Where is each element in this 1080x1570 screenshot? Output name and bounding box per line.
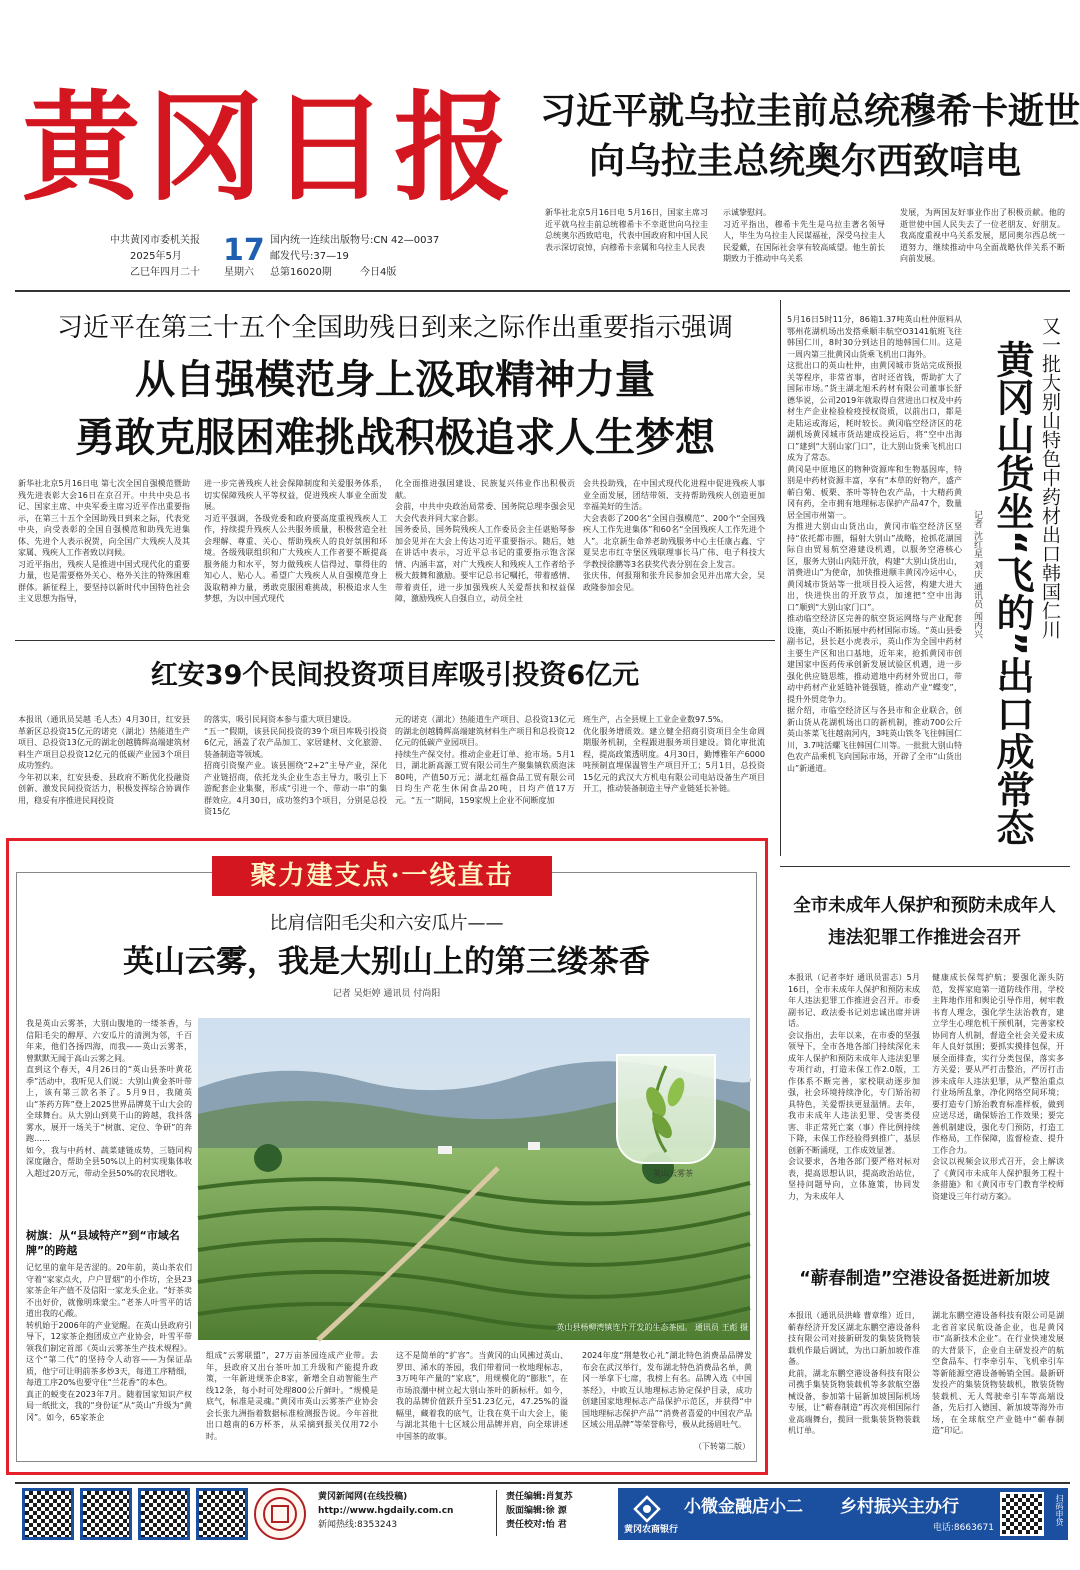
minors-col1: 本报讯（记者李好 通讯员雷志）5月16日，全市未成年人保护和预防未成年人违法犯罪工作推进会召开。市委副书记、政法委书记刘忠诚出席并讲话。 会议指出，去年以来，在市委的坚强领导下，全市各地各部门持续深化未成年人保护和预防未成年人违法犯罪专项行动，打造未保工作2.0版，工作体系不断完善，家校联动逐步加强，社会环境持续净化，专门矫治初具特色，关爱帮扶更显温情。去年，我市未成年人违法犯罪、受害类侵害、非正常死亡案（事）件比例持续下降，未保工作经验得到推广，基层创新不断涌现，工作成效显著。 会议要求，各地各部门要严格对标对表，提高思想认识，提高政治站位，坚持问题导向，立体施策，协同发力，为未成年人 [788, 973, 920, 1201]
divider-lead [15, 640, 775, 641]
divider-right-column [780, 300, 781, 856]
masthead-logo: 黄冈日报 [22, 78, 519, 217]
lead-kicker: 习近平在第三十五个全国助残日到来之际作出重要指示强调 [56, 313, 733, 343]
scan-text: 扫码申贷 [1055, 1494, 1064, 1526]
qr-code-3[interactable] [138, 1488, 190, 1540]
lead-story-col2: 进一步完善残疾人社会保障制度和关爱服务体系，切实保障残疾人平等权益，促进残疾人事业全面发展。 习近平强调，各级党委和政府要高度重视残疾人工作，持续提升残疾人公共服务质量，积极营造全社会理解、尊重、关心、帮助残疾人的良好氛围和环境。各级残联组织和广大残疾人工作者要不断提高服务能力和水平，努力做残疾人信得过、靠得住的知心人、贴心人。希望广大残疾人从自强模范身上汲取精神力量，勇敢克服困难挑战，积极追求人生梦想，为以中国式现代 [204, 479, 387, 603]
qr-code-4[interactable] [196, 1488, 248, 1540]
feature-byline: 记者 吴炬婷 通讯员 付尚阳 [332, 989, 441, 999]
bank-ad[interactable] [618, 1488, 1068, 1540]
invest-col4: 班生产，占全县规上工业企业数97.5%。 优化服务增质效。建立健全招商引资项目全生命周期服务机制，全程跟进服务项目建设。简化审批流程，提高政策透明度。4月30日，勤博雅年产6000吨预制直埋保温管生产项目开工；5月1日，总投资15亿元的武汉大方机电有限公司电站设备生产项目开工，推动装备制造主导产业链延长补链。 [583, 715, 765, 793]
feature-col-left2: 记忆里的童年是苦涩的。20年前，英山茶农们守着“家家点火，户户冒烟”的小作坊，全县23家茶企年产值不及信阳一家龙头企业。“好茶卖不出好价，就像明珠蒙尘。”老茶人叶雪平的话道出我的心酸。 转机始于2006年的产业觉醒。在英山县政府引导下，12家茶企抱团成立产业协会，叶雪平带领我们制定首部《英山云雾茶生产技术规程》。这个“第二代”的坚持令人动容——为保证品质，他宁可让明前茶多炒3天，每道工序精细，每道工序20%也要守住“兰花香”的本色。 真正的蜕变在2023年7月。随着国家知识产权局一纸批文，我的“身份证”从“英山”升级为“黄冈”。如今，65家茶企 [26, 1263, 192, 1422]
feature-headline: 英山云雾，我是大别山上的第三缕茶香 [123, 944, 650, 980]
seal-logo [254, 1488, 306, 1540]
footer-hotline: 新闻热线:8353243 [318, 1520, 398, 1530]
aircon-col2: 湖北东鹏空港设备科技有限公司是湖北省首家民航设备企业，也是黄冈市“高新技术企业”。在行业快速发展的大背景下，企业自主研发投产的航空食品车、行李牵引车、飞机牵引车等新能源空港设备畅销全国。最新研发投产的集装货物装载机，散装货物装载机、无人驾驶牵引车等高端设备，先后打入德国、新加坡等海外市场，在全球航空产业链中“蕲春制造”印记。 [932, 1311, 1064, 1435]
right-story-body: 5月16日5时11分，86箱1.37吨英山杜仲原料从鄂州花湖机场出发搭乘顺丰航空O3141航班飞往韩国仁川，8时30分到达目的地韩国仁川。这是一周内第三批黄冈山货乘飞机出口海外。 这批出口的英山杜仲，由黄冈城市货站完成预报关等程序，非常省事，省时还省钱，帮助扩大了国际市场。”货主湖北旭禾药材有限公司董事长舒德华说，公司2019年就取得自营进出口权及中药材生产企业检验检疫授权资质，以前出口，都是走陆运或海运，耗时较长。黄冈临空经济区的花湖机场黄冈城市货站建成投运后，将“空中出海口”建到“大别山家门口”，让大别山货乘飞机出口成为了常态。 黄冈是中原地区的物种资源库和生物基因库，特别是中药材资源丰富，享有“本草的好物产，盛产蕲白菊、板栗、茶叶等特色农产品，十大精药黄冈有药，全市拥有地理标志保护产品47个，数量居全国市州第一。 为推进大别山山货出山，黄冈市临空经济区坚持“依托都市圈，辐射大别山”战略，抢抓花湖国际自由贸易航空港建设机遇，以服务空港核心区，服务大别山内陆开放，构建“大别山货出山，消费进山”为使命，加快推进顺丰黄冈冷运中心，黄冈城市货站等一批项目投入运营，构建大进大出，快进快出的开放节点，加速把“空中出海口”顺到“大别山家门口”。 推动临空经济区完善的航空货运网络与产业配套设施，英山不断拓展中药材国际市场。“英山县委副书记，县长赵小虎表示，英山作为全国中药材主要生产区和出口基地，近年来，抢抓黄冈市创建国家中医药传承创新发展试验区机遇，进一步强化供应链思维，推动道地中药材外贸出口，带动中药材产业延链补链强链，推动产业“蝶变”，提升外贸竞争力。 据介绍，市临空经济区与各县市和企业联合，创新山货从花湖机场出口的新机制，推动700公斤英山茶菜飞往越南河内，3吨英山铁冬飞往韩国仁川，3.7吨活螺飞往韩国仁川等。一批批大别山特色农产品乘机飞向国际市场，开辟了全市“山货出山”新通道。 [787, 315, 962, 773]
lead-headline-2: 勇敢克服困难挑战积极追求人生梦想 [75, 415, 715, 461]
invest-col2: 的落实，吸引民间资本参与重大项目建设。 “五一”假期，该县民间投资的39个项目库吸引投资6亿元，涵盖了农产品加工、家居建材、文化旅游、装备制造等领域。 招商引资聚产业。该县围绕“2+2”主导产业，深化产业链招商，依托龙头企业生态主导力，吸引上下游配套企业集聚，形成“引进一个、带动一串”的集群效应。4月30日，成功签约3个项目，分别是总投资15亿 [204, 715, 387, 816]
cup-caption: 英山云雾茶 [653, 1169, 693, 1178]
invest-headline: 红安39个民间投资项目库吸引投资6亿元 [150, 660, 640, 691]
minors-col2: 健康成长保驾护航；要强化源头防范，发挥家庭第一道防线作用，学校主阵地作用和舆论引导作用，树牢教书育人理念，强化学生法治教育，建立学生心理危机干预机制，完善家校协同育人机制，督造全社会关爱未成年人良好氛围；要抓实摸排包保，开展全面排查，实行分类包保，落实多方关爱；要从严打击整治，严厉打击涉未成年人违法犯罪，从严整治重点行业场所乱象，净化网络空间环境；要打造专门矫治教育标准样板，做到应送尽送，确保矫治工作效果；要完善机制建设，强化专门预防，打造工作格局，工作保障，监督检查、提升工作合力。 会议以视频会议形式召开，会上解读了《黄冈市未成年人保护服务工程十条措施》和《黄冈市专门教育学校师资建设三年行动方案》。 [932, 973, 1064, 1201]
bank-name: 黄冈农商银行 [624, 1525, 679, 1535]
top-headline-2: 向乌拉圭总统奥尔西致唁电 [588, 141, 1021, 182]
bank-logo-icon [630, 1494, 664, 1524]
aircon-headline: “蕲春制造”空港设备挺进新加坡 [799, 1269, 1050, 1289]
divider-top [15, 290, 1070, 292]
masthead-weekday: 星期六 [224, 267, 254, 278]
invest-col1: 本报讯（通讯员吴越 毛人杰）4月30日，红安县革新区总投资15亿元的诺克（湖北）热能道生产项目、总投资13亿元的湖北创越腾辉高端建筑材料生产项目总投资12亿元的低碳产业园3个项目成功签约。 今年初以来，红安县委、县政府不断优化投融资创新、激发民间投资活力，积极发挥综合协调作用，稳妥有序推进民间投资 [18, 715, 190, 805]
top-headline-1: 习近平就乌拉圭前总统穆希卡逝世 [540, 91, 1080, 132]
ad-slogan-1: 小微金融店小二 [684, 1497, 803, 1517]
feature-col-b3: 2024年度“荆楚牧心礼”湖北特色消费品品牌发布会在武汉举行，发布湖北特色消费品名单，黄冈一举拿下七席，我榜上有名。品牌入选《中国茶经》，中欧互认地理标志协定保护目录，成功创建国家地理标志产品保护示范区，并获得“中国地理标志保护产品”“消费者喜爱的中国农产品区域公用品牌”等荣誉称号，极从此扬眉吐气。 [582, 1351, 752, 1429]
masthead-serial: 总第16020期 [270, 267, 332, 278]
lead-story-col3: 化全面推进强国建设、民族复兴伟业作出积极贡献。 会前，中共中央政治局常委、国务院总理李强会见大会代表并同大家合影。 国务委员、国务院残疾人工作委员会主任谌贻琴参加会见并在大会上传达习近平重要指示。随后，她在讲话中表示，习近平总书记的重要指示饱含深情、内涵丰富，对广大残疾人和残疾人工作者给予极大鼓舞和激励。要牢记总书记嘱托，带着感情、带着责任，进一步加强残疾人关爱帮扶和权益保障，激励残疾人自强自立，动员全社 [395, 479, 575, 603]
seal-emblem-icon [256, 1490, 304, 1538]
masthead-year-month: 2025年5月 [130, 251, 182, 262]
qr-code-2[interactable] [80, 1488, 132, 1540]
feature-col-b1: 组成“云雾联盟”，27万亩茶园连成产业带。去年，县政府又出台茶叶加工升级和产能提升政策，一年新进规茶企8家，新增全自动智能生产线12条，每小时可处理800公斤鲜叶。“规模是底气，标准是灵魂。”黄冈市英山云雾茶产业协会会长张九洲指着数据标准检测报告说。今年首批出口越南的6万杯茶，从采摘到报关仅用72小时。 [206, 1351, 378, 1441]
feature-banner: 聚力建支点·一线直击 [212, 856, 552, 896]
invest-col3: 元的诺克（湖北）热能道生产项目、总投资13亿元的湖北创越腾辉高端建筑材料生产项目和总投资12亿元的低碳产业园项目。 持续生产保交付。推动企业赶订单、抢市场。5月1日，湖北新高源工贸有限公司生产聚集镇软质泡沫80吨，产值50万元；湖北红福食品工贸有限公司日均生产花生休闲食品20吨，日均产值17万元。“五一”期间，159家规上企业不间断度加 [395, 715, 575, 805]
ad-qr-code[interactable] [1000, 1492, 1044, 1536]
aircon-col1: 本报讯（通讯员洪峰 曹章维）近日，蕲春经济开发区湖北东鹏空港设备科技有限公司对接新研发的集装货物装载机作最后调试，为出口新加坡作准备。 此前，湖北东鹏空港设备科技有限公司携手集装货物装载机等多款航空器械设备，参加第十届新加坡国际机场专展，让“蕲春制造”再次亮相国际行业高端舞台，揽回一批集装货物装载机订单。 [788, 1311, 920, 1435]
footer-editor: 责任编辑:肖复苏 [506, 1492, 573, 1502]
footer-divider [496, 1490, 497, 1536]
masthead-postal: 邮发代号:37—19 [270, 251, 349, 262]
feature-col-left: 我是英山云雾茶，大别山腹地的一缕茶香，与信阳毛尖的醇厚、六安瓜片的清洌为邻，千百年来，他们各扬四海，而我——英山云雾茶，曾默默无闻于高山云雾之间。 直到这个春天，4月26日的“英山县茶叶黄花季”活动中，我听见人们说：大别山黄金茶叶带上，该有第三款名茶了。5月9日，我随英山“茶药方阵”登上2025世界品牌莫干山大会的全球舞台。从大别山到莫干山的跨越，我抖落雾水，展开一场关于“树旗、定位、争研”的奔跑…… 如今，我与中药材、蔬菜建链成势，三链同构深度融合，帮助全县50%以上的村实现集体收入超过20万元，带动全县50%的农民增收。 [26, 1019, 192, 1178]
ad-phone: 电话:8663671 [932, 1523, 994, 1533]
continued-note: （下转第二版） [694, 1442, 750, 1451]
lead-story-col4: 会共投助残，在中国式现代化进程中促进残疾人事业全面发展，团结带领、支持帮助残疾人创造更加幸福美好的生活。 大会表彰了200名“全国自强模范”、200个“全国残疾人工作先进集体”和60名“全国残疾人工作先进个人”。北京新生命养老助残服务中心主任康占鑫、宁夏吴忠市红寺堡区残联理事长马广伟、电子科技大学教授徐鹏等3名获奖代表分别在会上发言。 张庆伟、何报翔和张升民参加会见并出席大会，吴政隆参加会见。 [583, 479, 765, 592]
masthead-day: 17 [223, 233, 265, 268]
top-story-col1: 新华社北京5月16日电 5月16日，国家主席习近平就乌拉圭前总统穆希卡不幸逝世向乌拉圭总统奥尔西致唁电，代表中国政府和中国人民表示深切哀悼，向穆希卡亲属和乌拉圭人民表 [545, 208, 708, 252]
tea-cup-inset [616, 1054, 716, 1164]
feature-col-b2: 这不是简单的“扩容”。当黄冈的山风拂过英山、罗田、浠水的茶园，我们带着同一枚地理标志，3万吨年产量的“家底”，用规模化的“膨胀”，在市场浪潮中树立起大别山茶叶的新标杆。如今，我的品牌价值跃升至51.23亿元，47.25%的溢幅里，藏着我的底气，让我在莫干山大会上，能与湖北其他十七区域公用品牌并肩，向全球讲述中国茶的故事。 [396, 1351, 568, 1441]
top-story-col3: 发展，为两国友好事业作出了积极贡献。他的逝世使中国人民失去了一位老朋友、好朋友。我高度重视中乌关系发展，愿同奥尔西总统一道努力，继续推动中乌全面战略伙伴关系不断向前发展。 [900, 208, 1065, 263]
right-headline-vertical: 黄冈山货坐“飞的”出口成常态 [990, 340, 1034, 846]
footer-layout-editor: 版面编辑:徐 源 [506, 1506, 567, 1516]
footer-app-name: 黄冈新闻网(在线投稿) [318, 1492, 408, 1502]
right-byline-vertical: 记者 沈红星 刘庆 通讯员 闻丙兴 [972, 510, 982, 639]
masthead-lunar: 乙巳年四月二十 [130, 267, 200, 278]
footer-url[interactable]: http://www.hgdaily.com.cn [318, 1506, 454, 1516]
lead-headline-1: 从自强模范身上汲取精神力量 [135, 357, 655, 403]
minors-headline-2: 违法犯罪工作推进会召开 [828, 928, 1021, 948]
minors-headline-1: 全市未成年人保护和预防未成年人 [793, 896, 1056, 916]
qr-code-1[interactable] [22, 1488, 74, 1540]
lead-story-col1: 新华社北京5月16日电 第七次全国自强模范暨助残先进表彰大会16日在京召开。中共中央总书记、国家主席、中央军委主席习近平作出重要指示，在第三十五个全国助残日到来之际，代表党中央，向受表彰的全国自强模范和助残先进集体、先进个人表示祝贺，向全国广大残疾人及其家属、残疾人工作者致以问候。 习近平指出，残疾人是推进中国式现代化的重要力量，也是需要格外关心、格外关注的特殊困难群体。新征程上，要坚持以新时代中国特色社会主义思想为指导， [18, 479, 190, 603]
feature-kicker: 比肩信阳毛尖和六安瓜片—— [269, 913, 504, 934]
masthead-sponsor: 中共黄冈市委机关报 [110, 235, 200, 246]
tea-garden-photo [198, 1018, 750, 1340]
divider-minors [780, 866, 1070, 867]
top-story-col2: 示诚挚慰问。 习近平指出，穆希卡先生是乌拉圭著名领导人，毕生为乌拉圭人民谋福祉，深受乌拉圭人民爱戴，在国际社会享有较高威望。他生前长期致力于推动中乌关系 [723, 208, 885, 263]
masthead-pages: 今日4版 [360, 267, 397, 278]
ad-slogan-2: 乡村振兴主办行 [840, 1497, 959, 1517]
masthead-issn: 国内统一连续出版物号:CN 42—0037 [270, 235, 440, 246]
footer-proofreader: 责任校对:怡 君 [506, 1520, 567, 1530]
divider-footer [15, 1482, 1070, 1484]
tea-leaf-icon [618, 1056, 714, 1162]
photo-caption: 英山县杨柳湾镇连片开发的生态茶园。 通讯员 王彪 摄 [556, 1323, 748, 1332]
right-kicker-vertical: 又一批大别山特色中药材出口韩国仁川 [1039, 316, 1061, 639]
feature-subhead: 树旗：从“县域特产”到“市域名牌”的跨越 [26, 1229, 180, 1257]
